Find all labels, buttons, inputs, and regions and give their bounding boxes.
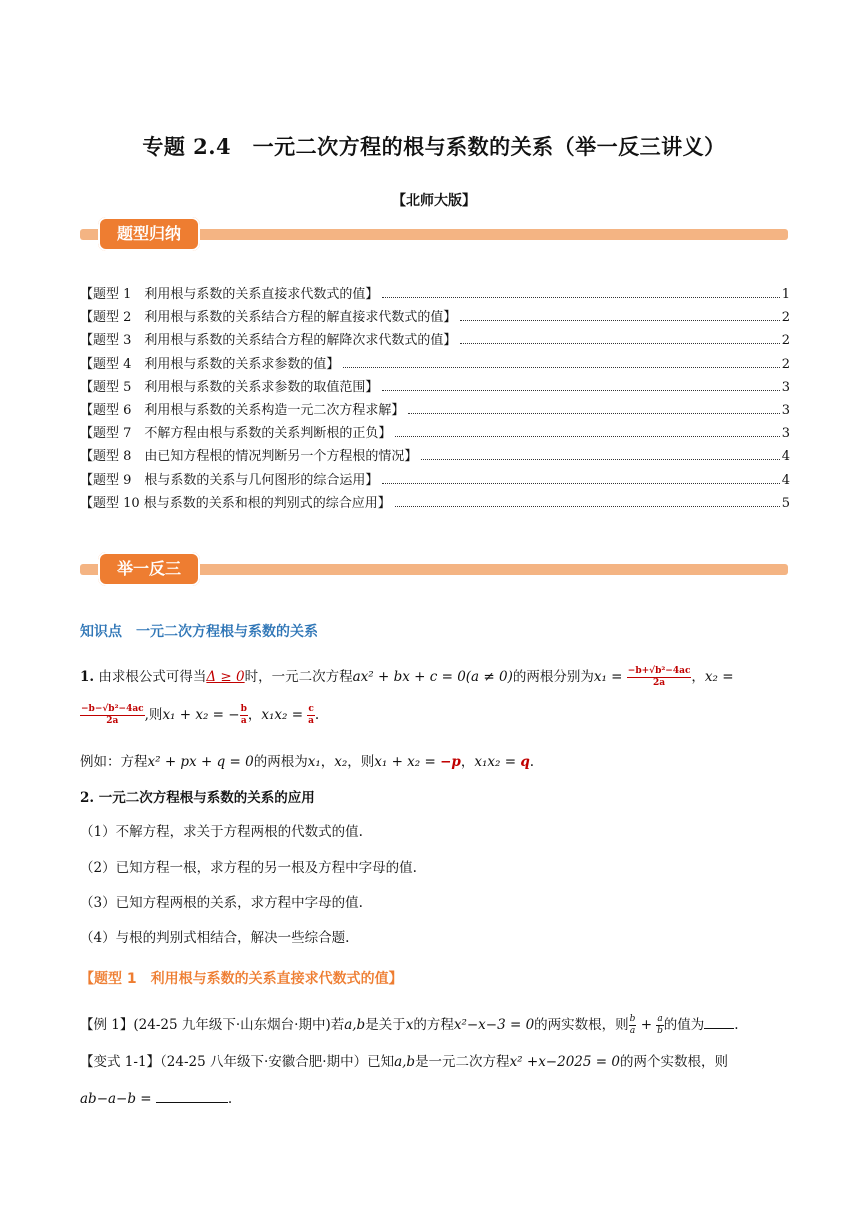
toc-page-number: 3 bbox=[781, 379, 790, 395]
root-x1-fraction bbox=[627, 666, 692, 689]
expression: ab−a−b = bbox=[80, 1091, 156, 1107]
toc-page-number: 5 bbox=[781, 495, 790, 511]
toc-leader-dots bbox=[421, 458, 779, 460]
banner-tag: 题型归纳 bbox=[98, 217, 200, 251]
toc-label: 【题型 1 利用根与系数的关系直接求代数式的值】 bbox=[80, 287, 379, 302]
table-of-contents bbox=[80, 283, 790, 515]
fraction-a-over-b bbox=[656, 1014, 663, 1037]
page-title: 专题 2.4 一元二次方程的根与系数的关系（举一反三讲义） bbox=[142, 134, 726, 159]
text: 的值为 bbox=[663, 1017, 705, 1033]
root: x₁ bbox=[307, 754, 321, 770]
type1-heading: 【题型 1 利用根与系数的关系直接求代数式的值】 bbox=[80, 971, 403, 987]
answer-blank bbox=[704, 1014, 734, 1029]
equation: x² +x−2025 = 0 bbox=[509, 1054, 620, 1070]
toc-label: 【题型 4 利用根与系数的关系求参数的值】 bbox=[80, 356, 340, 372]
root-x2-fraction bbox=[80, 704, 145, 727]
sum-formula: x₁ + x₂ = bbox=[374, 754, 441, 770]
item-number: 1. bbox=[80, 669, 95, 685]
toc-label: 【题型 6 利用根与系数的关系构造一元二次方程求解】 bbox=[80, 402, 405, 418]
edition-label: 【北师大版】 bbox=[392, 193, 476, 209]
toc-entry[interactable] bbox=[80, 306, 790, 329]
text: ， bbox=[460, 754, 475, 770]
toc-page-number: 4 bbox=[781, 472, 790, 488]
fraction-denominator: a bbox=[308, 716, 314, 726]
toc-entry[interactable] bbox=[80, 445, 790, 468]
example-line bbox=[80, 752, 792, 772]
application-item: （1）不解方程，求关于方程两根的代数式的值. bbox=[80, 824, 363, 840]
toc-label: 【题型 9 根与系数的关系与几何图形的综合运用】 bbox=[80, 472, 379, 488]
toc-label: 【题型 3 利用根与系数的关系结合方程的解降次求代数式的值】 bbox=[80, 333, 457, 349]
formula-paragraph-line1 bbox=[80, 666, 792, 689]
discriminant-condition: Δ ≥ 0 bbox=[206, 669, 245, 685]
text: ,则 bbox=[144, 707, 163, 723]
fraction-numerator: b bbox=[629, 1014, 636, 1024]
toc-leader-dots bbox=[395, 505, 780, 507]
plus: + bbox=[636, 1017, 657, 1033]
toc-page-number: 1 bbox=[781, 287, 790, 302]
fraction-numerator: −b−√b²−4ac bbox=[81, 704, 144, 714]
toc-leader-dots bbox=[460, 319, 779, 321]
toc-entry[interactable] bbox=[80, 329, 790, 352]
text: 由求根公式可得当 bbox=[94, 669, 207, 685]
application-item: （2）已知方程一根，求方程的另一根及方程中字母的值. bbox=[80, 860, 417, 876]
toc-label: 【题型 7 不解方程由根与系数的关系判断根的正负】 bbox=[80, 426, 392, 442]
equation: x² + px + q = 0 bbox=[147, 754, 254, 770]
text: 时，一元二次方程 bbox=[244, 669, 353, 685]
toc-page-number: 3 bbox=[781, 426, 790, 442]
sum-fraction bbox=[240, 704, 248, 727]
product-fraction bbox=[307, 704, 314, 727]
product-formula: x₁x₂ = bbox=[261, 707, 308, 723]
toc-entry[interactable] bbox=[80, 353, 790, 376]
text: (24-25 九年级下·山东烟台·期中)若 bbox=[133, 1017, 345, 1033]
toc-label: 【题型 2 利用根与系数的关系结合方程的解直接求代数式的值】 bbox=[80, 310, 457, 326]
toc-leader-dots bbox=[460, 342, 779, 344]
text: . bbox=[314, 707, 320, 723]
variable: x bbox=[405, 1017, 414, 1033]
text: ， bbox=[320, 754, 335, 770]
fraction-denominator: 2a bbox=[653, 678, 666, 688]
banner-tag: 举一反三 bbox=[98, 552, 200, 586]
separator: ， bbox=[691, 669, 705, 685]
text: （24-25 八年级下·安徽合肥·期中）已知 bbox=[160, 1054, 395, 1070]
text: 的两根分别为 bbox=[512, 669, 594, 685]
toc-leader-dots bbox=[408, 412, 779, 414]
toc-leader-dots bbox=[395, 435, 779, 437]
toc-entry[interactable] bbox=[80, 422, 790, 445]
fraction-numerator: c bbox=[308, 704, 314, 714]
toc-entry[interactable] bbox=[80, 283, 790, 306]
text: 例如：方程 bbox=[80, 754, 148, 770]
fraction-numerator: b bbox=[240, 704, 247, 714]
root-x1-label: x₁ = bbox=[593, 669, 627, 685]
section-banner-examples bbox=[80, 550, 788, 590]
toc-page-number: 2 bbox=[781, 356, 790, 372]
text: . bbox=[734, 1017, 739, 1033]
toc-label: 【题型 10 根与系数的关系和根的判别式的综合应用】 bbox=[80, 495, 391, 511]
toc-entry[interactable] bbox=[80, 492, 790, 515]
variables: a,b bbox=[344, 1017, 366, 1033]
variant-tag: 【变式 1-1】 bbox=[80, 1054, 161, 1070]
root: x₂ bbox=[334, 754, 348, 770]
toc-leader-dots bbox=[343, 366, 779, 368]
text: . bbox=[529, 754, 535, 770]
text: 是关于 bbox=[365, 1017, 406, 1033]
section-banner-types bbox=[80, 215, 788, 255]
application-item: （4）与根的判别式相结合，解决一些综合题. bbox=[80, 930, 350, 946]
toc-label: 【题型 5 利用根与系数的关系求参数的取值范围】 bbox=[80, 379, 379, 395]
toc-entry[interactable] bbox=[80, 469, 790, 492]
text: 是一元二次方程 bbox=[415, 1054, 510, 1070]
toc-page-number: 3 bbox=[781, 402, 790, 418]
application-item: （3）已知方程两根的关系，求方程中字母的值. bbox=[80, 895, 363, 911]
text: ， bbox=[247, 707, 262, 723]
text: 的方程 bbox=[413, 1017, 454, 1033]
equation: x²−x−3 = 0 bbox=[453, 1017, 535, 1033]
fraction-denominator: a bbox=[240, 716, 247, 726]
text: 的两实数根，则 bbox=[534, 1017, 629, 1033]
text: ，则 bbox=[347, 754, 375, 770]
toc-leader-dots bbox=[382, 296, 779, 298]
sum-formula: x₁ + x₂ = − bbox=[162, 707, 240, 723]
text: . bbox=[227, 1091, 233, 1107]
toc-label: 【题型 8 由已知方程根的情况判断另一个方程根的情况】 bbox=[80, 449, 418, 465]
toc-entry[interactable] bbox=[80, 376, 790, 399]
toc-leader-dots bbox=[382, 482, 779, 484]
toc-leader-dots bbox=[382, 389, 779, 391]
toc-page-number: 4 bbox=[781, 449, 790, 465]
formula-paragraph-line2 bbox=[80, 704, 792, 727]
fraction-numerator: a bbox=[657, 1014, 663, 1024]
variant-1-1-line1 bbox=[80, 1052, 792, 1072]
variant-1-1-line2 bbox=[80, 1088, 792, 1109]
toc-page-number: 2 bbox=[781, 310, 790, 326]
fraction-denominator: a bbox=[629, 1026, 636, 1036]
toc-page-number: 2 bbox=[781, 333, 790, 349]
example-1 bbox=[80, 1014, 792, 1037]
product-formula: x₁x₂ = bbox=[474, 754, 521, 770]
equation: ax² + bx + c = 0(a ≠ 0) bbox=[352, 669, 513, 685]
example-tag: 【例 1】 bbox=[80, 1017, 134, 1033]
knowledge-heading: 知识点 一元二次方程根与系数的关系 bbox=[80, 624, 318, 640]
text: 的两个实数根，则 bbox=[619, 1054, 728, 1070]
variables: a,b bbox=[394, 1054, 416, 1070]
fraction-numerator: −b+√b²−4ac bbox=[627, 666, 691, 676]
toc-entry[interactable] bbox=[80, 399, 790, 422]
product-value: q bbox=[520, 754, 530, 770]
sum-value: −p bbox=[440, 754, 461, 770]
applications-heading: 2. 一元二次方程根与系数的关系的应用 bbox=[80, 790, 315, 806]
fraction-denominator: 2a bbox=[106, 716, 119, 726]
root-x2-label: x₂ = bbox=[704, 669, 734, 685]
text: 的两根为 bbox=[253, 754, 308, 770]
answer-blank bbox=[156, 1088, 228, 1103]
fraction-denominator: b bbox=[657, 1026, 663, 1036]
